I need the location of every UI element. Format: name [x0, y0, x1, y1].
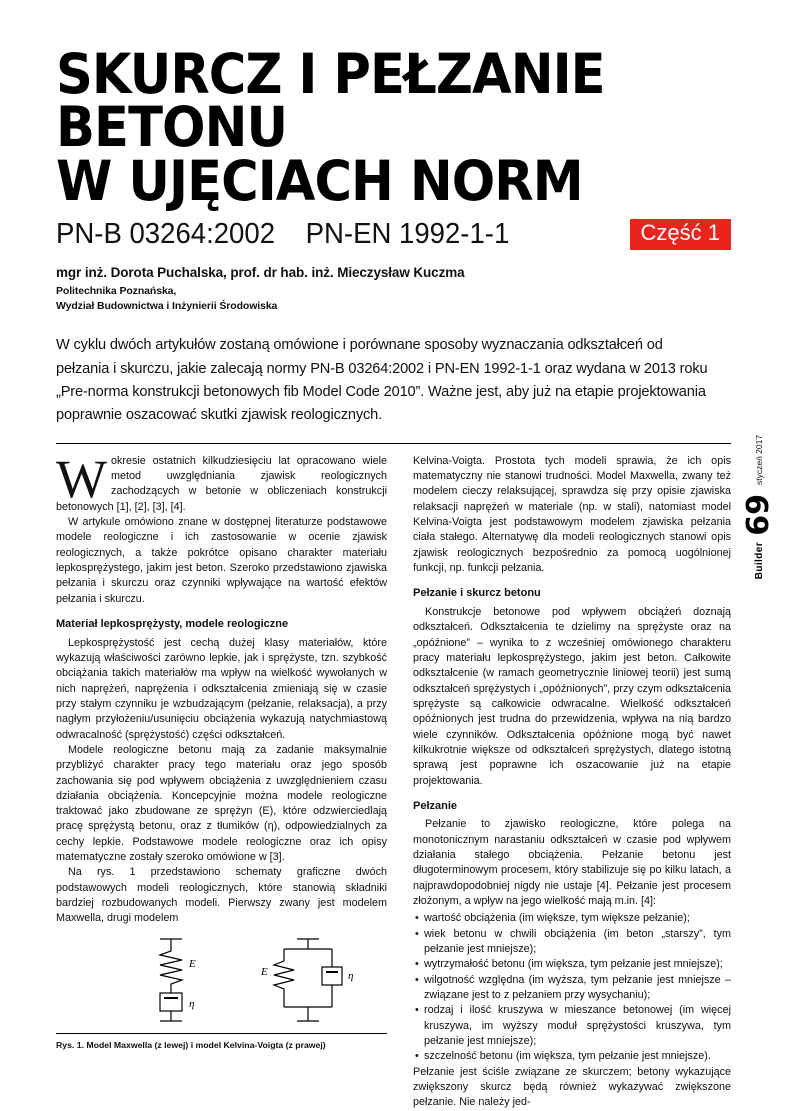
standards-subtitle: PN-B 03264:2002 PN-EN 1992-1-1 — [56, 218, 510, 251]
author-affiliation-2: Wydział Budownictwa i Inżynierii Środowiska — [56, 300, 278, 313]
side-rail — [739, 430, 779, 579]
svg-text:E: E — [261, 965, 268, 978]
lead-paragraph: W cyklu dwóch artykułów zostaną omówione i porównane sposoby wyznaczania odkształceń od pełzania i skurczu, jakie zalecają normy PN-B 03264:2002 i PN-EN 1992-1-1 oraz wydana w 2013 roku „Pre-norma konstrukcji betonowych fib Model Code 2010”. Ważne jest, aby już na etapie projektowania poprawnie oszacować skutki zjawisk reologicznych. — [56, 337, 708, 423]
left-paragraph-2: W artykule omówiono znane w dostępnej literaturze podstawowe modele reologiczne i ich zastosowanie w ocenie zjawisk reologicznych, a także pokrótce opisano charakter materiału lepkosprężystego, jakim jest beton. Szeroko przedstawiono zjawiska pełzania i skurczu oraz czynniki wpływające na wartość efektów pełzania i skurczu. — [56, 515, 387, 605]
figure-divider — [56, 1033, 387, 1034]
list-item: • wilgotność względna (im wyższa, tym pełzanie jest mniejsze – związane jest to z pełzaniem przy wysychaniu); — [424, 973, 731, 1004]
rheological-models-diagram — [56, 937, 387, 1029]
svg-text:η: η — [189, 997, 195, 1010]
svg-text:η: η — [348, 969, 354, 982]
part-badge: Część 1 — [630, 219, 731, 249]
magazine-brand: Builder — [753, 541, 765, 579]
body-columns — [56, 448, 731, 1111]
svg-text:E: E — [189, 957, 196, 970]
right-heading-1: Pełzanie i skurcz betonu — [413, 587, 541, 600]
title-block — [56, 42, 731, 251]
left-paragraph-1: okresie ostatnich kilkudziesięciu lat opracowano wiele metod uwzględniania zjawisk reologicznych zachodzących w betonie w obliczeniach konstrukcji betonowych [1], [2], [3], [4]. — [56, 454, 387, 513]
right-paragraph-2: Konstrukcje betonowe pod wpływem obciążeń doznają odkształceń. Odkształcenia te dzielimy na sprężyste oraz na „opóźnione” – wynika to z wcześniej omówionego charakteru pracy materiału lepkosprężystego, jakim jest beton. Całkowite odkształcenie (w ramach geometrycznie liniowej teorii) jest sumą odkształceń sprężystych i „opóźnionych”, przy czym odkształcenia sprężyste są całkowicie odwracalne. Wielkość odkształceń opóźnionych jest trudna do przewidzenia, wpływa na nią bardzo wiele czynników. Odkształcenia opóźnione mogą być nawet kilkukrotnie większe od odkształceń sprężystych, dlatego istotną sprawą jest poprawne ich oszacowanie już na etapie projektowania. — [413, 605, 731, 787]
left-heading-1: Materiał lepkosprężysty, modele reologiczne — [56, 617, 289, 630]
right-heading-2: Pełzanie — [413, 799, 458, 812]
right-paragraph-3: Pełzanie to zjawisko reologiczne, które polega na monotonicznym narastaniu odkształceń w czasie pod wpływem działania stałego obciążenia. Pełzanie betonu jest długoterminowym procesem, który stabilizuje się po kilku latach, a najprawdopodobniej nigdy nie ustaje [4]. Pełzanie jest procesem złożonym, a wpływ na jego wielkość mają m.in. [4]: — [413, 818, 731, 908]
list-item: • wartość obciążenia (im większe, tym większe pełzanie); — [424, 911, 731, 926]
subtitle-row — [56, 218, 731, 251]
header-divider — [56, 443, 731, 444]
left-paragraph-3: Lepkosprężystość jest cechą dużej klasy materiałów, które wykazują właściwości zarówno lepkie, jak i sprężyste, tzn. szybkość obciążania takich materiałów ma wpływ na wielkość wywołanych w nich naprężeń, naprężenia i odkształcenia zmieniają się w czasie przy stałym czynniku je wzbudzającym (pełzanie, relaksacja), a przy nagłym przyłożeniu/usunięciu obciążenia wykazują natychmiastową odwracalność (sprężystość) części odkształceń. — [56, 636, 387, 741]
left-paragraph-5: Na rys. 1 przedstawiono schematy graficzne dwóch podstawowych modeli reologicznych, które stanowią składniki bardziej rozbudowanych modeli. Pierwszy zwany jest modelem Maxwella, drugi modelem — [56, 866, 387, 925]
issue-date: styczeń 2017 — [754, 434, 764, 486]
authors-block — [56, 265, 731, 314]
list-item: • rodzaj i ilość kruszywa w mieszance betonowej (im więcej kruszywa, im wyższy moduł sprężystości kruszywa, tym pełzanie jest mniejsze); — [424, 1003, 731, 1049]
right-paragraph-1: Kelvina-Voigta. Prostota tych modeli sprawia, że ich opis matematyczny nie stanowi trudności. Model Maxwella, zwany też modelem cieczy relaksującej, sprawdza się przy opisie zjawiska relaksacji naprężeń w materiale (np. w stali), natomiast model Kelvina-Voigta jest podstawowym modelem zjawiska pełzania ciała stałego. Alternatywę dla modeli reologicznych stanowi opis zjawisk reologicznych bezpośrednio za pomocą uogólnionej funkcji, np. funkcji pełzania. — [413, 454, 731, 574]
right-column — [413, 454, 731, 1111]
page-title-line-2: W UJĘCIACH NORM — [56, 148, 583, 213]
list-item: • szczelność betonu (im większa, tym pełzanie jest mniejsze). — [424, 1049, 731, 1064]
author-names: mgr inż. Dorota Puchalska, prof. dr hab. inż. Mieczysław Kuczma — [56, 265, 465, 281]
figure-1-caption: Rys. 1. Model Maxwella (z lewej) i model Kelvina-Voigta (z prawej) — [56, 1039, 326, 1050]
figure-1-canvas — [56, 937, 387, 1029]
author-affiliation-1: Politechnika Poznańska, — [56, 285, 177, 298]
page-title-line-1: SKURCZ I PEŁZANIE BETONU — [56, 42, 605, 160]
dropcap-paragraph-wrap — [56, 448, 387, 515]
right-paragraph-4: Pełzanie jest ściśle związane ze skurczem; betony wykazujące zwiększony skurcz będą również wykazywać zwiększone pełzanie. Nie należy jed- — [413, 1065, 731, 1109]
list-item: • wytrzymałość betonu (im większa, tym pełzanie jest mniejsze); — [424, 957, 731, 972]
creep-factors-list — [413, 911, 731, 1064]
drop-cap: W — [56, 448, 107, 509]
list-item: • wiek betonu w chwili obciążenia (im beton „starszy”, tym pełzanie jest mniejsze); — [424, 927, 731, 958]
figure-1 — [56, 937, 387, 1051]
left-paragraph-4: Modele reologiczne betonu mają za zadanie maksymalnie przybliżyć charakter pracy tego materiału oraz jego sposób zachowania się pod wpływem obciążenia z uwzględnieniem czasu działania obciążenia. Koncepcyjnie można modele reologiczne traktować jako zbudowane ze sprężyn (E), które odzwierciedlają pracę sprężystą betonu, oraz z tłumików (η), odpowiedzialnych za cechy lepkie. Podstawowe modele reologiczne oraz ich opisy matematyczne zostały szeroko omówione w [3]. — [56, 743, 387, 864]
left-column — [56, 448, 387, 1111]
page-number: 69 — [741, 494, 776, 536]
